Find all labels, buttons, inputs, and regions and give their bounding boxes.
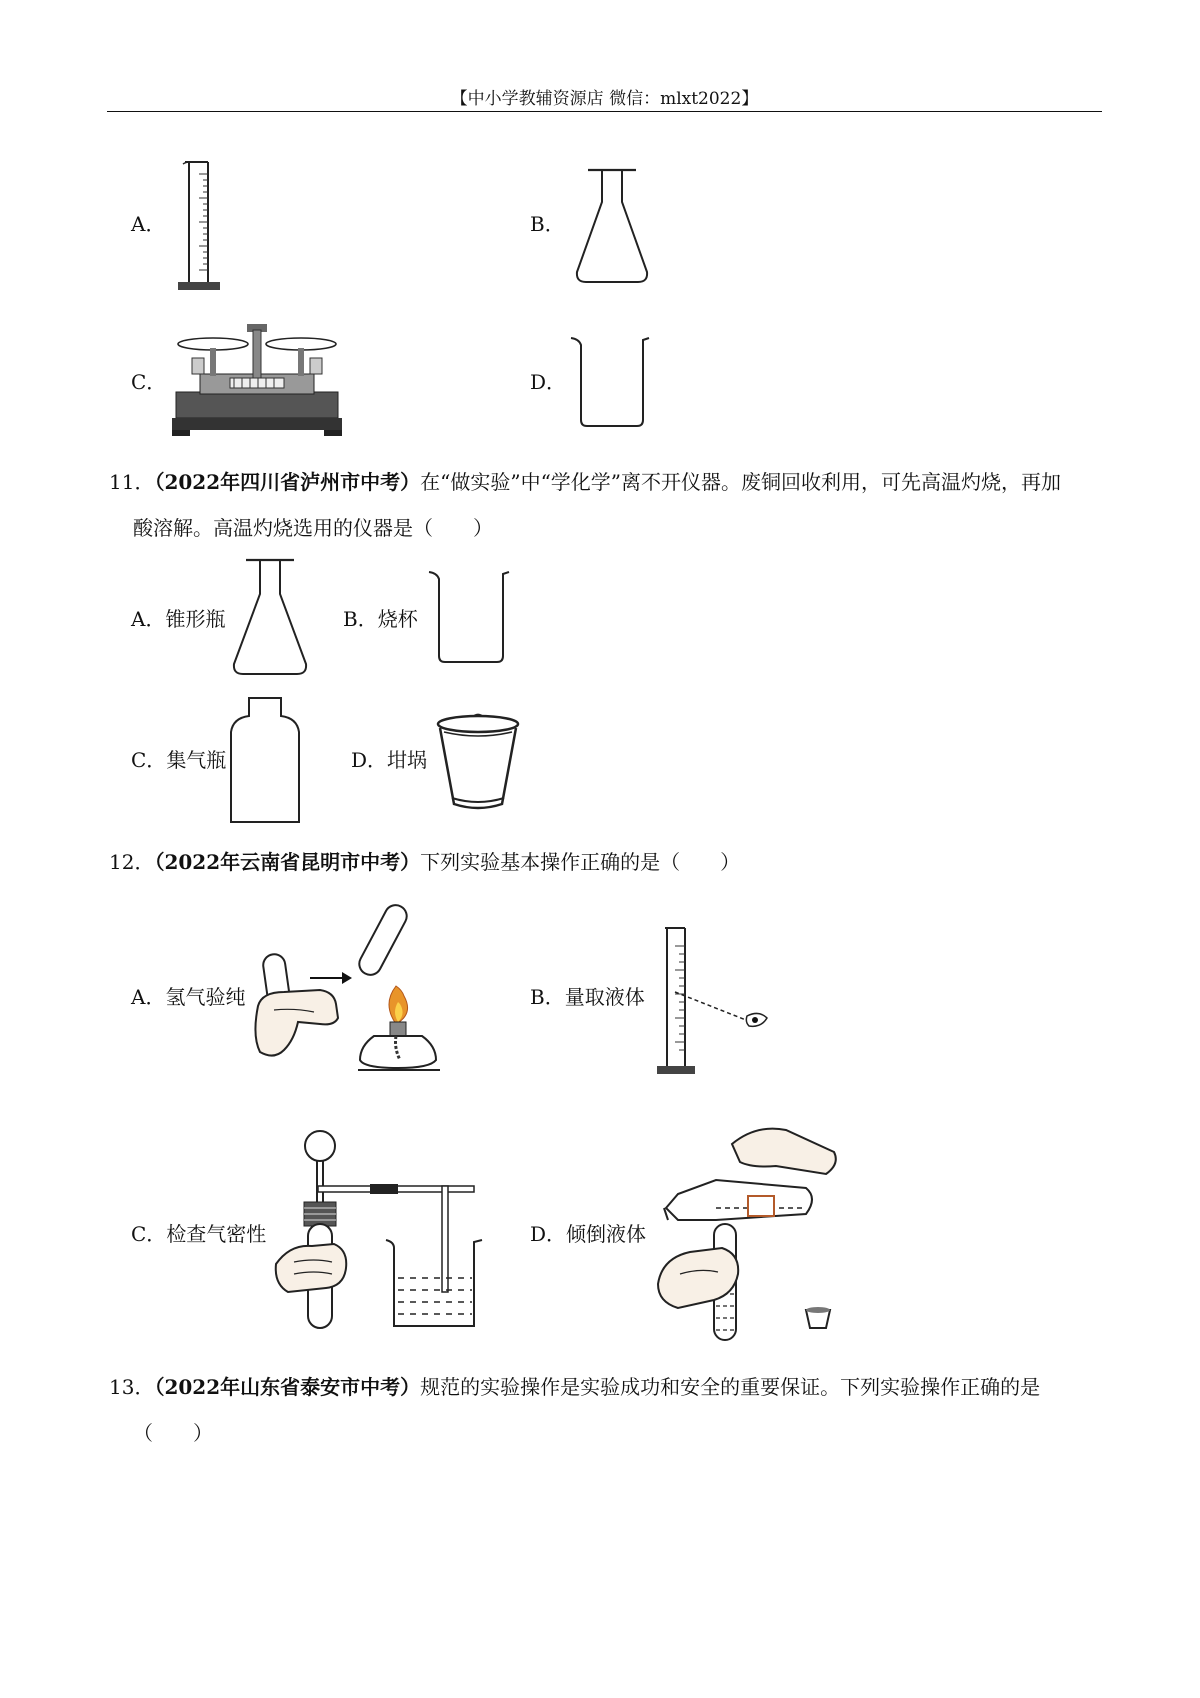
option-label: 锥形瓶 (165, 607, 226, 631)
question-source: （2022年四川省泸州市中考） (154, 470, 421, 494)
question-12-line-1 (109, 852, 740, 872)
option-label: 倾倒液体 (566, 1222, 647, 1246)
pour-liquid-icon (656, 1124, 856, 1344)
header-divider (107, 111, 1102, 112)
conical-flask-icon (574, 168, 650, 286)
question-11-line-2: 酸溶解。高温灼烧选用的仪器是（ ） (133, 516, 493, 540)
option-label: 烧杯 (377, 607, 418, 631)
question-source: （2022年云南省昆明市中考） (154, 850, 421, 874)
option-letter: D． (530, 1222, 567, 1246)
q12-option-b (530, 987, 645, 1007)
q12-option-d (530, 1224, 646, 1244)
conical-flask-icon (231, 558, 309, 678)
question-stem: 规范的实验操作是实验成功和安全的重要保证。下列实验操作正确的是 (420, 1375, 1041, 1399)
graduated-cylinder-icon (175, 160, 225, 294)
question-11-line-1 (109, 472, 1061, 492)
q10-option-a (131, 214, 165, 234)
q10-option-d (530, 372, 566, 392)
q10-option-c (131, 372, 166, 392)
option-letter: B． (530, 212, 565, 236)
option-letter: D． (351, 748, 388, 772)
airtightness-check-icon (274, 1128, 486, 1334)
option-letter: A． (131, 985, 166, 1009)
q12-option-c (131, 1224, 266, 1244)
option-label: 检查气密性 (166, 1222, 267, 1246)
question-stem: 在“做实验”中“学化学”离不开仪器。废铜回收利用，可先高温灼烧，再加 (420, 470, 1062, 494)
beaker-icon (569, 336, 653, 430)
q10-option-b (530, 214, 565, 234)
option-letter: B． (343, 607, 378, 631)
option-letter: A． (131, 212, 166, 236)
question-13-line-1 (109, 1377, 1040, 1397)
beaker-icon (427, 570, 513, 666)
page-header: 【中小学教辅资源店 微信：mlxt2022】 (450, 89, 759, 109)
q12-option-a (131, 987, 245, 1007)
q11-option-c (131, 750, 226, 770)
option-label: 坩埚 (387, 748, 428, 772)
option-label: 量取液体 (564, 985, 645, 1009)
option-letter: C． (131, 748, 167, 772)
option-letter: C． (131, 1222, 167, 1246)
question-number: 12． (109, 850, 155, 874)
measure-liquid-icon (655, 926, 777, 1078)
option-letter: A． (131, 607, 166, 631)
option-label: 集气瓶 (166, 748, 227, 772)
question-number: 11． (109, 470, 155, 494)
hydrogen-purity-test-icon (254, 900, 446, 1076)
question-13-line-2: （ ） (133, 1421, 213, 1445)
q11-option-d (351, 750, 427, 770)
option-letter: D． (530, 370, 567, 394)
option-letter: B． (530, 985, 565, 1009)
crucible-icon (434, 712, 522, 812)
balance-scale-icon (170, 322, 344, 438)
q11-option-a (131, 609, 225, 629)
question-source: （2022年山东省泰安市中考） (154, 1375, 421, 1399)
q11-option-b (343, 609, 418, 629)
question-stem: 下列实验基本操作正确的是（ ） (420, 850, 741, 874)
gas-jar-icon (229, 696, 301, 826)
option-letter: C． (131, 370, 167, 394)
option-label: 氢气验纯 (165, 985, 246, 1009)
question-number: 13． (109, 1375, 155, 1399)
